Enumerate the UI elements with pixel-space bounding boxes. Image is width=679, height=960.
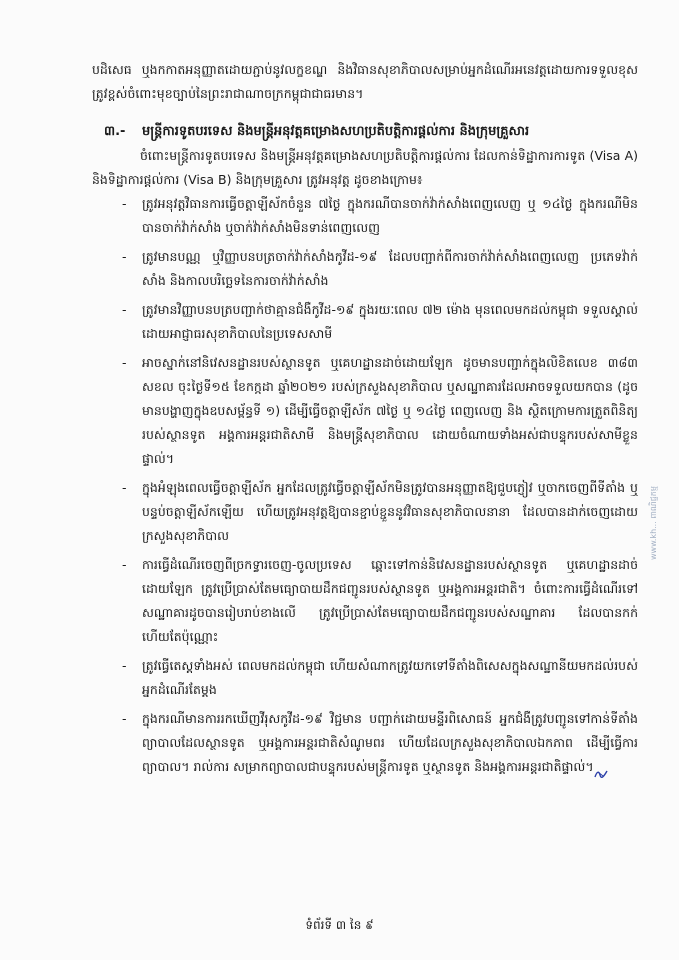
page-number: ទំព័រទី ៣ នៃ ៩ (305, 918, 374, 932)
list-item: - ក្នុងករណីមានការរកឃើញវីរុសកូវីដ-១៩ វិជ្ជមាន បញ្ជាក់ដោយមន្ទីរពិសោធន៍ អ្នកជំងឺត្រូវបញ្ជូនទៅកាន់ទីតាំងព្យាបាលដែលស្ថានទូត ឬអង្គការអន្តរជាតិសំណូមពរ ហើយដែលក្រសួងសុខាភិបាលឯកភាព ដើម្បីធ្វើការព្យាបាល។ រាល់ការ សម្រាកព្យាបាលជាបន្ទុករបស់មន្ត្រីការទូត ឬស្ថានទូត និងអង្គការអន្តរជាតិផ្ទាល់។ (92, 707, 638, 779)
list-item: - ត្រូវមានវិញ្ញាបនបត្របញ្ជាក់ថាគ្មានជំងឺកូវីដ-១៩ ក្នុងរយៈពេល ៧២ ម៉ោង មុនពេលមកដល់កម្ពុជា ទទួលស្គាល់ដោយអាជ្ញាធរសុខាភិបាលនៃប្រទេសសាមី (92, 298, 638, 346)
bullet-list (92, 192, 638, 779)
list-item: - ត្រូវអនុវត្តវិធានការធ្វើចត្តាឡីស័កចំនួន ៧ថ្ងៃ ក្នុងករណីបានចាក់វ៉ាក់សាំងពេញលេញ ឬ ១៤ថ្ងៃ ក្នុងករណីមិនបានចាក់វ៉ាក់សាំង ឬចាក់វ៉ាក់សាំងមិនទាន់ពេញលេញ (92, 192, 638, 240)
side-watermark-stamp: www.kh... ពាណិជ្ជកម្ម (649, 486, 658, 560)
section-intro: ចំពោះមន្ត្រីការទូតបរទេស និងមន្ត្រីអនុវត្តគម្រោងសហប្រតិបត្តិការផ្តល់ការ ដែលកាន់ទិដ្ឋាការការទូត (Visa A) និងទិដ្ឋាការផ្តល់ការ (Visa B) និងក្រុមគ្រួសារ ត្រូវអនុវត្ត ដូចខាងក្រោម៖ (92, 148, 638, 187)
dash-bullet-icon: - (122, 480, 127, 495)
dash-bullet-icon: - (122, 249, 127, 264)
dash-bullet-icon: - (122, 557, 127, 572)
list-item: - អាចស្នាក់នៅនិវេសនដ្ឋានរបស់ស្ថានទូត ឬគេហដ្ឋានដាច់ដោយឡែក ដូចមានបញ្ជាក់ក្នុងលិខិតលេខ ៣៨៣ សខល ចុះថ្ងៃទី១៥ ខែកក្កដា ឆ្នាំ២០២១ របស់ក្រសួងសុខាភិបាល ឬសណ្ឋាគារដែលអាចទទួលយកបាន (ដូចមានបង្ហាញក្នុងឧបសម្ព័ន្ធទី ១) ដើម្បីធ្វើចត្តាឡីស័ក ៧ថ្ងៃ ឬ ១៤ថ្ងៃ ពេញលេញ និង ស្ថិតក្រោមការត្រួតពិនិត្យរបស់ស្ថានទូត អង្គការអន្តរជាតិសាមី និងមន្ត្រីសុខាភិបាល ដោយចំណាយទាំងអស់ជាបន្ទុករបស់សាមីខ្លួនផ្ទាល់។ (92, 351, 638, 471)
section-title: មន្ត្រីការទូតបរទេស និងមន្ត្រីអនុវត្តគម្រោងសហប្រតិបត្តិការផ្តល់ការ និងក្រុមគ្រួសារ (142, 124, 530, 139)
dash-bullet-icon: - (122, 302, 127, 317)
dash-bullet-icon: - (122, 711, 127, 726)
initial-signature-icon (594, 763, 608, 773)
section-heading (92, 120, 638, 144)
section-number: ៣.- (104, 124, 126, 139)
list-item: - ត្រូវមានបណ្ណ ឬវិញ្ញាបនបត្រចាក់វ៉ាក់សាំងកូវីដ-១៩ ដែលបញ្ជាក់ពីការចាក់វ៉ាក់សាំងពេញលេញ ប្រភេទវ៉ាក់សាំង និងកាលបរិច្ឆេទនៃការចាក់វ៉ាក់សាំង (92, 245, 638, 293)
list-item: - ត្រូវធ្វើតេស្តទាំងអស់ ពេលមកដល់កម្ពុជា ហើយសំណាកត្រូវយកទៅទីតាំងពិសេសក្នុងសណ្ឋានីយមកដល់របស់អ្នកដំណើរតែម្តង (92, 654, 638, 702)
dash-bullet-icon: - (122, 196, 127, 211)
list-item: - ក្នុងអំឡុងពេលធ្វើចត្តាឡីស័ក អ្នកដែលត្រូវធ្វើចត្តាឡីស័កមិនត្រូវបានអនុញ្ញាតឱ្យជួបភ្ញៀវ ឬចាកចេញពីទីតាំង ឬបន្ទប់ចត្តាឡីស័កឡើយ ហើយត្រូវអនុវត្តឱ្យបានខ្ជាប់ខ្ជួននូវវិធានសុខាភិបាលនានា ដែលបានដាក់ចេញដោយក្រសួងសុខាភិបាល (92, 476, 638, 548)
dash-bullet-icon: - (122, 658, 127, 673)
list-item: - ការធ្វើដំណើរចេញពីច្រកទ្វារចេញ-ចូលប្រទេស ឆ្ពោះទៅកាន់និវេសនដ្ឋានរបស់ស្ថានទូត ឬគេហដ្ឋានដាច់ដោយឡែក ត្រូវប្រើប្រាស់តែមធ្យោបាយដឹកជញ្ជូនរបស់ស្ថានទូត ឬអង្គការអន្តរជាតិ។ ចំពោះការធ្វើដំណើរទៅសណ្ឋាគារដូចបានរៀបរាប់ខាងលើ ត្រូវប្រើប្រាស់តែមធ្យោបាយដឹកជញ្ជូនរបស់សណ្ឋាគារ ដែលបានកក់ហើយតែប៉ុណ្ណោះ (92, 553, 638, 649)
opening-paragraph: បដិសេធ ឬងកកាតអនុញ្ញាតដោយភ្ជាប់នូវលក្ខខណ្ឌ និងវិធានសុខាភិបាលសម្រាប់អ្នកដំណើរអនេវត្តដោយការទទួលខុសត្រូវខ្ពស់ចំពោះមុខច្បាប់នៃព្រះរាជាណាចក្រកម្ពុជាជាធរមាន។ (92, 62, 638, 101)
page-content (92, 58, 638, 784)
dash-bullet-icon: - (122, 355, 127, 370)
